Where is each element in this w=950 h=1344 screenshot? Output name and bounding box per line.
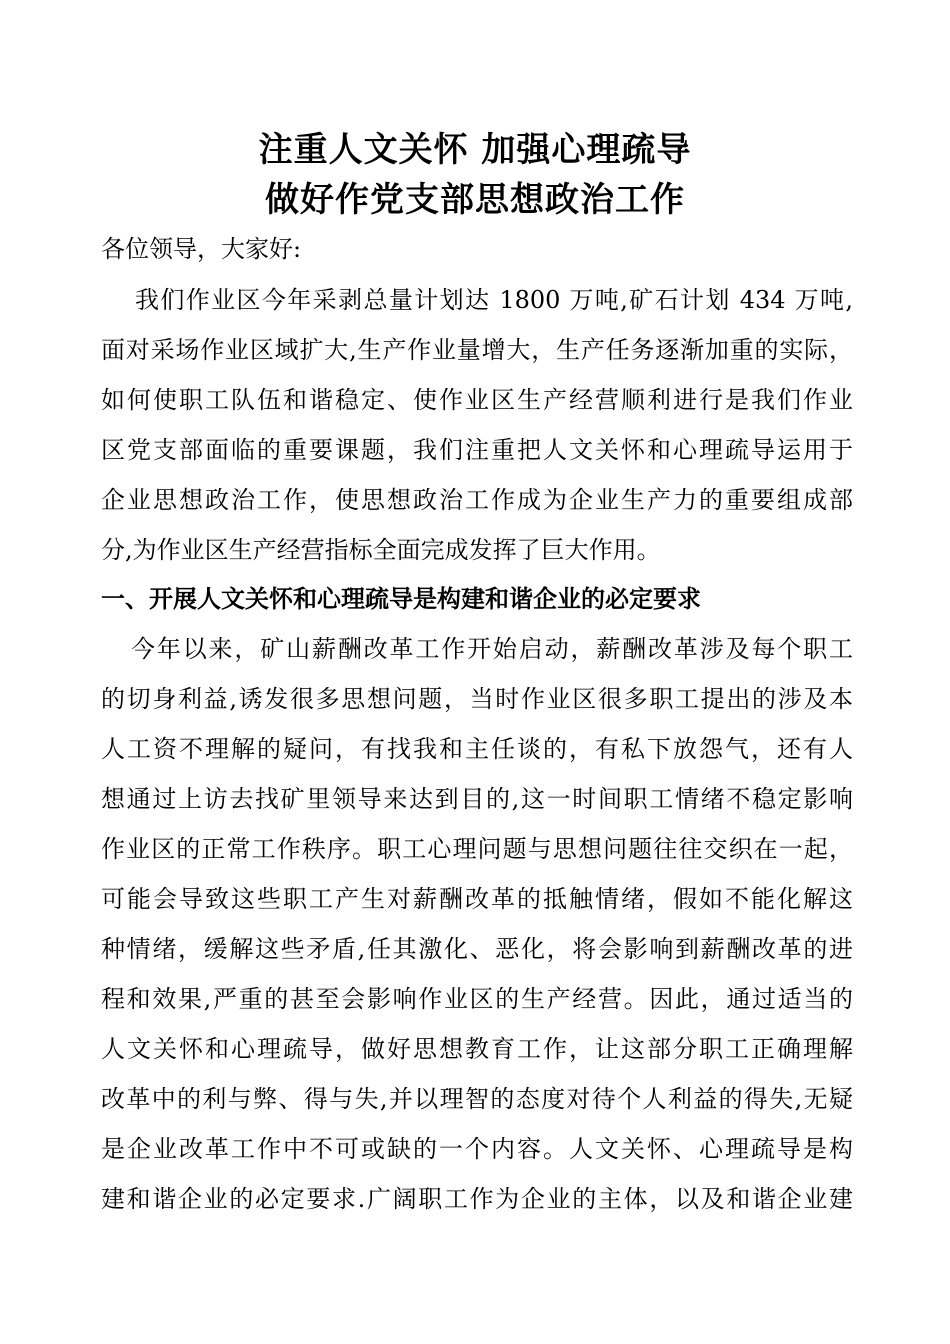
paragraph-line: 改革中的利与弊、得与失,并以理智的态度对待个人利益的得失,无疑 (101, 1085, 853, 1113)
paragraph-line: 人工资不理解的疑问，有找我和主任谈的，有私下放怨气，还有人 (101, 735, 853, 763)
paragraph-line: 面对采场作业区域扩大,生产作业量增大，生产任务逐渐加重的实际， (101, 336, 853, 364)
paragraph-line: 今年以来，矿山薪酬改革工作开始启动，薪酬改革涉及每个职工 (131, 635, 853, 663)
paragraph-line: 作业区的正常工作秩序。职工心理问题与思想问题往往交织在一起， (101, 835, 853, 863)
paragraph-line: 分,为作业区生产经营指标全面完成发挥了巨大作用。 (101, 536, 661, 564)
paragraph-line: 企业思想政治工作，使思想政治工作成为企业生产力的重要组成部 (101, 486, 853, 514)
paragraph-line: 想通过上访去找矿里领导来达到目的,这一时间职工情绪不稳定影响 (101, 785, 853, 813)
greeting: 各位领导，大家好: (101, 235, 302, 263)
document-title-line1: 注重人文关怀 加强心理疏导 (258, 130, 692, 170)
paragraph-line: 可能会导致这些职工产生对薪酬改革的抵触情绪，假如不能化解这 (101, 885, 853, 913)
paragraph-line: 如何使职工队伍和谐稳定、使作业区生产经营顺利进行是我们作业 (101, 386, 853, 414)
paragraph-line: 的切身利益,诱发很多思想问题，当时作业区很多职工提出的涉及本 (101, 685, 853, 713)
section-heading: 一、开展人文关怀和心理疏导是构建和谐企业的必定要求 (101, 584, 701, 613)
paragraph-line: 程和效果,严重的甚至会影响作业区的生产经营。因此，通过适当的 (101, 985, 853, 1013)
paragraph-line: 建和谐企业的必定要求.广阔职工作为企业的主体，以及和谐企业建 (101, 1185, 853, 1213)
paragraph-line: 区党支部面临的重要课题，我们注重把人文关怀和心理疏导运用于 (101, 436, 853, 464)
paragraph-line: 是企业改革工作中不可或缺的一个内容。人文关怀、心理疏导是构 (101, 1135, 853, 1163)
document-title-line2: 做好作党支部思想政治工作 (265, 180, 685, 220)
paragraph-line: 我们作业区今年采剥总量计划达 1800 万吨,矿石计划 434 万吨, (135, 286, 853, 314)
paragraph-line: 种情绪，缓解这些矛盾,任其激化、恶化，将会影响到薪酬改革的进 (101, 935, 853, 963)
paragraph-line: 人文关怀和心理疏导，做好思想教育工作，让这部分职工正确理解 (101, 1035, 853, 1063)
